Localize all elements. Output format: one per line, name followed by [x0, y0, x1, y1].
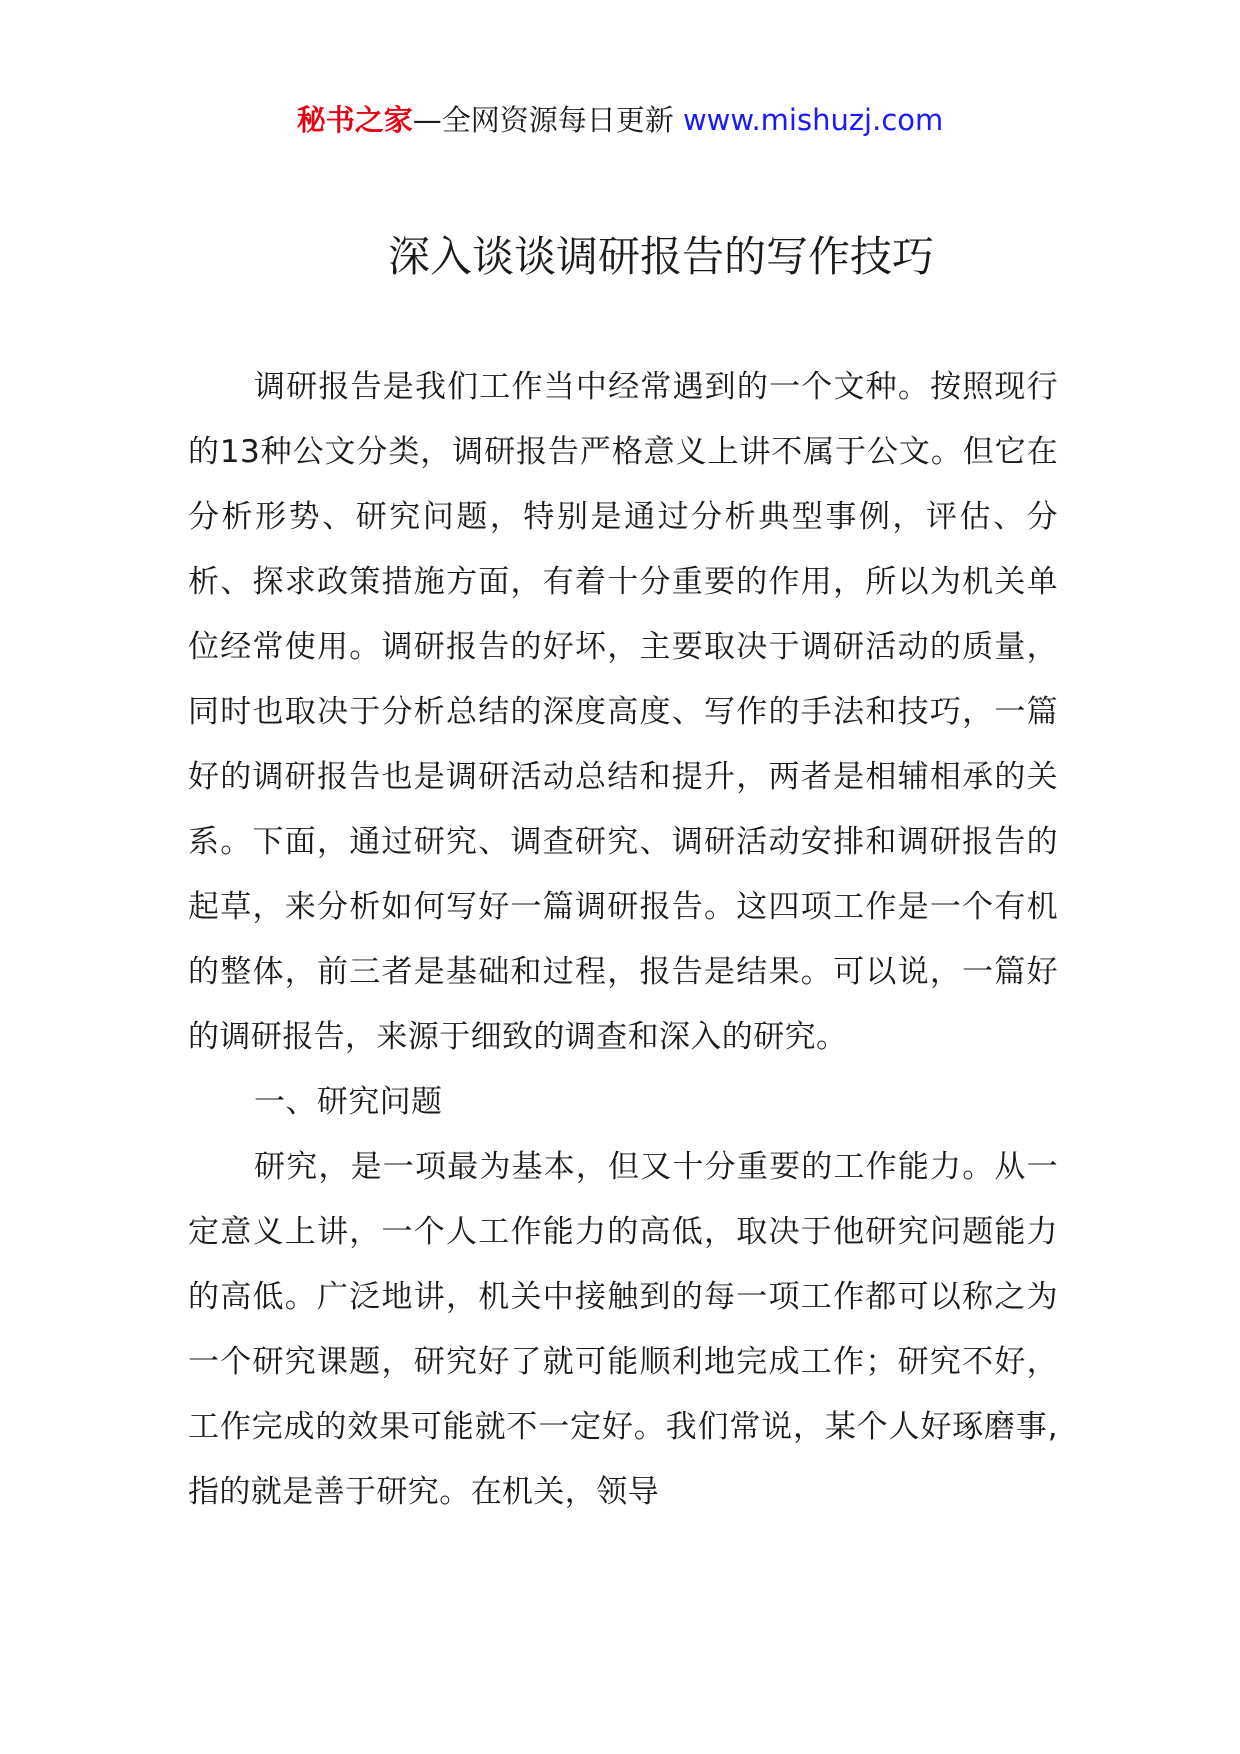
- site-tagline: —全网资源每日更新: [412, 103, 674, 137]
- intro-paragraph: 调研报告是我们工作当中经常遇到的一个文种。按照现行的13种公文分类，调研报告严格意义上讲不属于公文。但它在分析形势、研究问题，特别是通过分析典型事例，评估、分析、探求政策措施方面，有着十分重要的作用，所以为机关单位经常使用。调研报告的好坏，主要取决于调研活动的质量，同时也取决于分析总结的深度高度、写作的手法和技巧，一篇好的调研报告也是调研活动总结和提升，两者是相辅相承的关系。下面，通过研究、调查研究、调研活动安排和调研报告的起草，来分析如何写好一篇调研报告。这四项工作是一个有机的整体，前三者是基础和过程，报告是结果。可以说，一篇好的调研报告，来源于细致的调查和深入的研究。: [188, 369, 1058, 1055]
- document-body: [188, 355, 1058, 1525]
- site-brand: 秘书之家: [296, 103, 413, 137]
- site-header: [0, 100, 1240, 140]
- site-url-link[interactable]: www.mishuzj.com: [682, 103, 944, 137]
- document-title: 深入谈谈调研报告的写作技巧: [387, 232, 934, 281]
- section-paragraph: 研究，是一项最为基本，但又十分重要的工作能力。从一定意义上讲，一个人工作能力的高低，取决于他研究问题能力的高低。广泛地讲，机关中接触到的每一项工作都可以称之为一个研究课题，研究好了就可能顺利地完成工作；研究不好，工作完成的效果可能就不一定好。我们常说，某个人好琢磨事,指的就是善于研究。在机关，领导: [188, 1149, 1058, 1510]
- section-heading: 一、研究问题: [254, 1084, 443, 1120]
